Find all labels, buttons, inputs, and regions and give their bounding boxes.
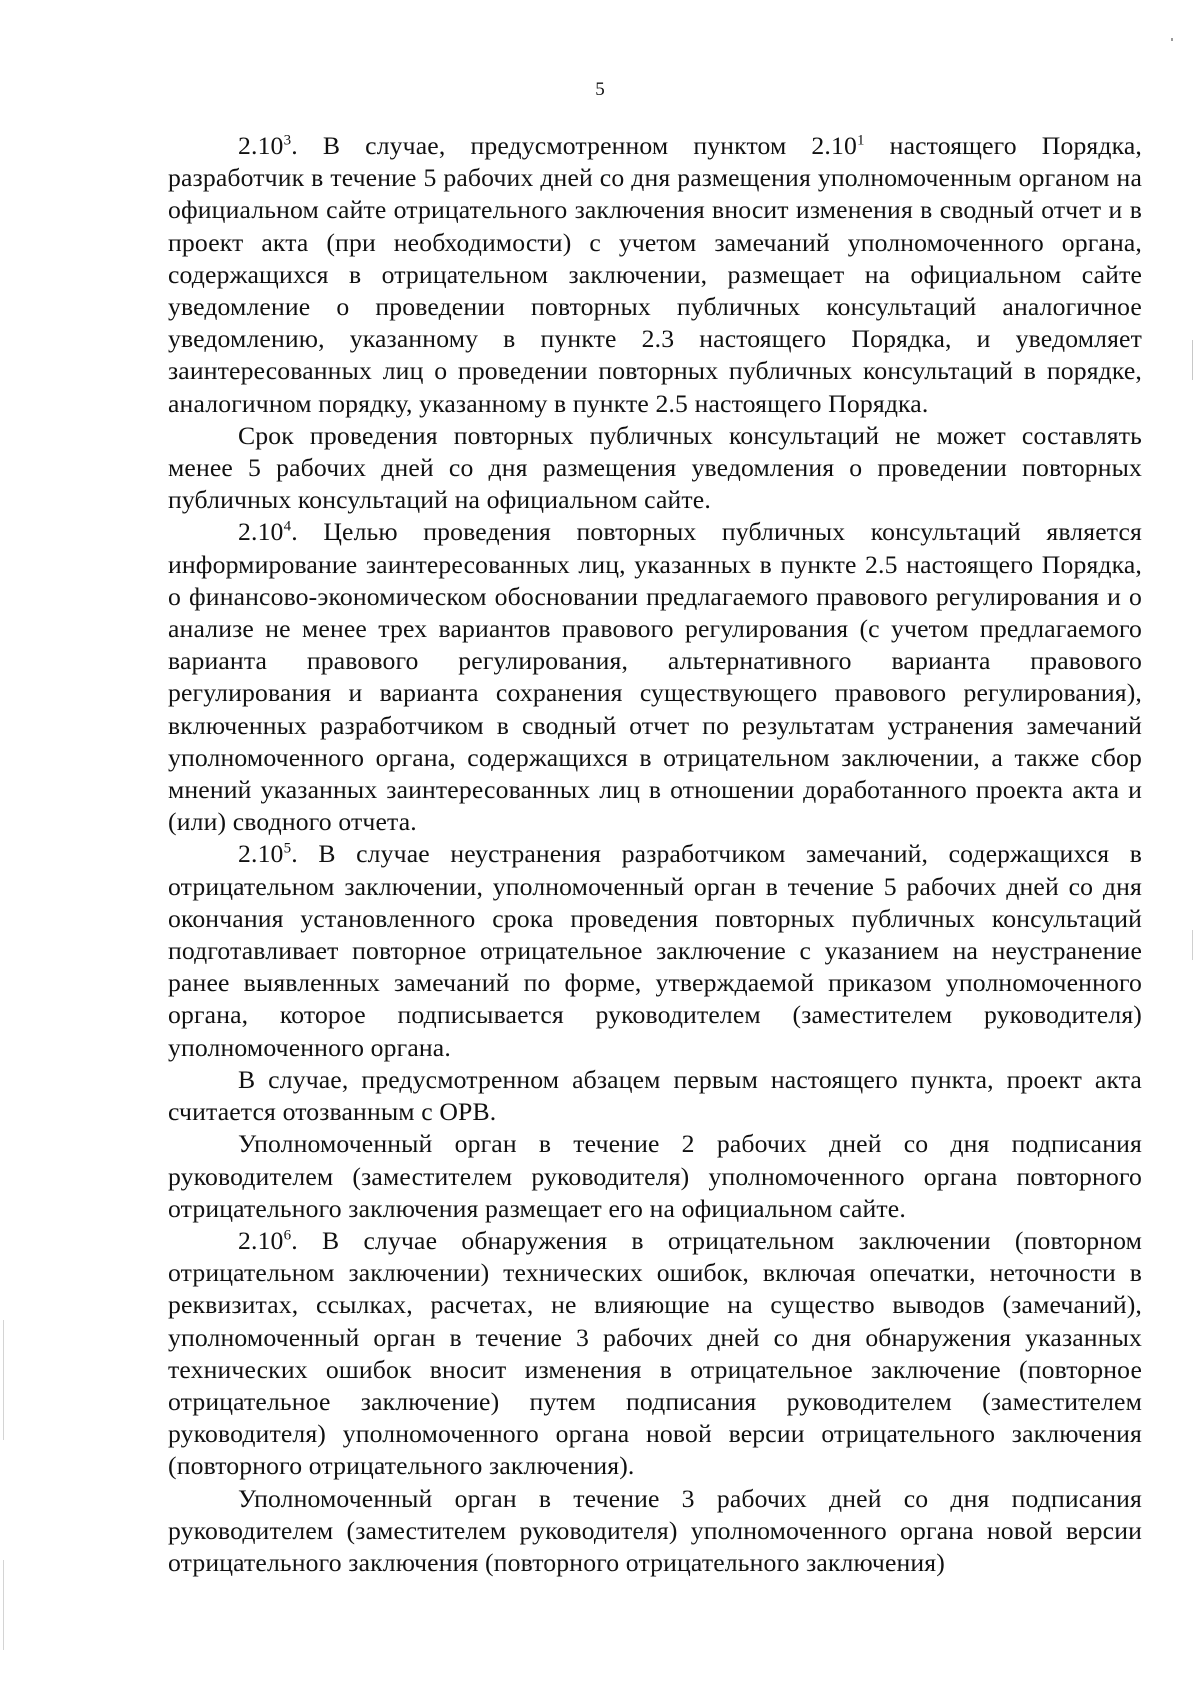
paragraph-text: Срок проведения повторных публичных консультаций не может составлять менее 5 рабочих дней со дня размещения уведомления о проведении повторных публичных консультаций на официальном сайте. xyxy=(168,420,1142,515)
scan-mark xyxy=(1192,930,1193,960)
clause-superscript: 5 xyxy=(283,840,292,857)
paragraph-withdrawn xyxy=(168,1064,1142,1128)
paragraph-2-10-6 xyxy=(168,1225,1142,1483)
paragraph-consultation-term xyxy=(168,420,1142,517)
paragraph-new-version xyxy=(168,1483,1142,1580)
paragraph-2-10-4 xyxy=(168,516,1142,838)
paragraph-text: Уполномоченный орган в течение 3 рабочих дней со дня подписания руководителем (заместителем руководителя) уполномоченного органа новой версии отрицательного заключения (повторного отрицательного заключения) xyxy=(168,1483,1142,1577)
paragraph-text: . В случае неустранения разработчиком замечаний, содержащихся в отрицательном заключении, уполномоченный орган в течение 5 рабочих дней со дня окончания установленного срока проведения повторных публичных консультаций подготавливает повторное отрицательное заключение с указанием на неустранение ранее выявленных замечаний по форме, утверждаемой приказом уполномоченного органа, которое подписывается руководителем (заместителем руководителя) уполномоченного органа. xyxy=(168,839,1142,1062)
reference-superscript: 1 xyxy=(856,132,865,149)
paragraph-2-10-5 xyxy=(168,838,1142,1063)
paragraph-text: . В случае, предусмотренном пунктом 2.10 xyxy=(291,131,857,160)
scan-mark xyxy=(3,1320,4,1440)
paragraph-text: . Целью проведения повторных публичных консультаций является информирование заинтересованных лиц, указанных в пункте 2.5 настоящего Порядка, о финансово-экономическом обосновании предлагаемого правового регулирования и о анализе не менее трех вариантов правового регулирования (с учетом предлагаемого варианта правового регулирования, альтернативного варианта правового регулирования и варианта сохранения существующего правового регулирования), включенных разработчиком в сводный отчет по результатам устранения замечаний уполномоченного органа, содержащихся в отрицательном заключении, а также сбор мнений указанных заинтересованных лиц в отношении доработанного проекта акта и (или) сводного отчета. xyxy=(168,517,1142,837)
paragraph-text: . В случае обнаружения в отрицательном заключении (повторном отрицательном заключении) технических ошибок, включая опечатки, неточности в реквизитах, ссылках, расчетах, не влияющие на существо выводов (замечаний), уполномоченный орган в течение 3 рабочих дней со дня обнаружения указанных технических ошибок вносит изменения в отрицательное заключение (повторное отрицательное заключение) путем подписания руководителем (заместителем руководителя) уполномоченного органа новой версии отрицательного заключения (повторного отрицательного заключения). xyxy=(168,1225,1142,1481)
clause-number: 2.10 xyxy=(238,839,284,869)
scan-mark xyxy=(3,1560,4,1650)
paragraph-2-10-3 xyxy=(168,130,1142,420)
clause-number: 2.10 xyxy=(238,517,284,547)
clause-number: 2.10 xyxy=(238,131,284,160)
document-body xyxy=(168,130,1142,1579)
paragraph-text: настоящего Порядка, разработчик в течение 5 рабочих дней со дня размещения уполномоченным органом на официальном сайте отрицательного заключения вносит изменения в сводный отчет и в проект акта (при необходимости) с учетом замечаний уполномоченного органа, содержащихся в отрицательном заключении, размещает на официальном сайте уведомление о проведении повторных публичных консультаций аналогичное уведомлению, указанному в пункте 2.3 настоящего Порядка, и уведомляет заинтересованных лиц о проведении повторных публичных консультаций в порядке, аналогичном порядку, указанному в пункте 2.5 настоящего Порядка. xyxy=(168,131,1142,418)
clause-number: 2.10 xyxy=(238,1225,284,1255)
scan-mark xyxy=(1192,340,1193,380)
clause-superscript: 4 xyxy=(283,518,292,535)
paragraph-text: В случае, предусмотренном абзацем первым настоящего пункта, проект акта считается отозванным с ОРВ. xyxy=(168,1064,1142,1127)
scan-mark xyxy=(1171,38,1173,41)
clause-superscript: 3 xyxy=(283,132,292,149)
page-number: 5 xyxy=(595,79,605,100)
clause-superscript: 6 xyxy=(283,1227,292,1244)
paragraph-publication xyxy=(168,1128,1142,1225)
paragraph-text: Уполномоченный орган в течение 2 рабочих дней со дня подписания руководителем (заместителем руководителя) уполномоченного органа повторного отрицательного заключения размещает его на официальном сайте. xyxy=(168,1129,1142,1223)
